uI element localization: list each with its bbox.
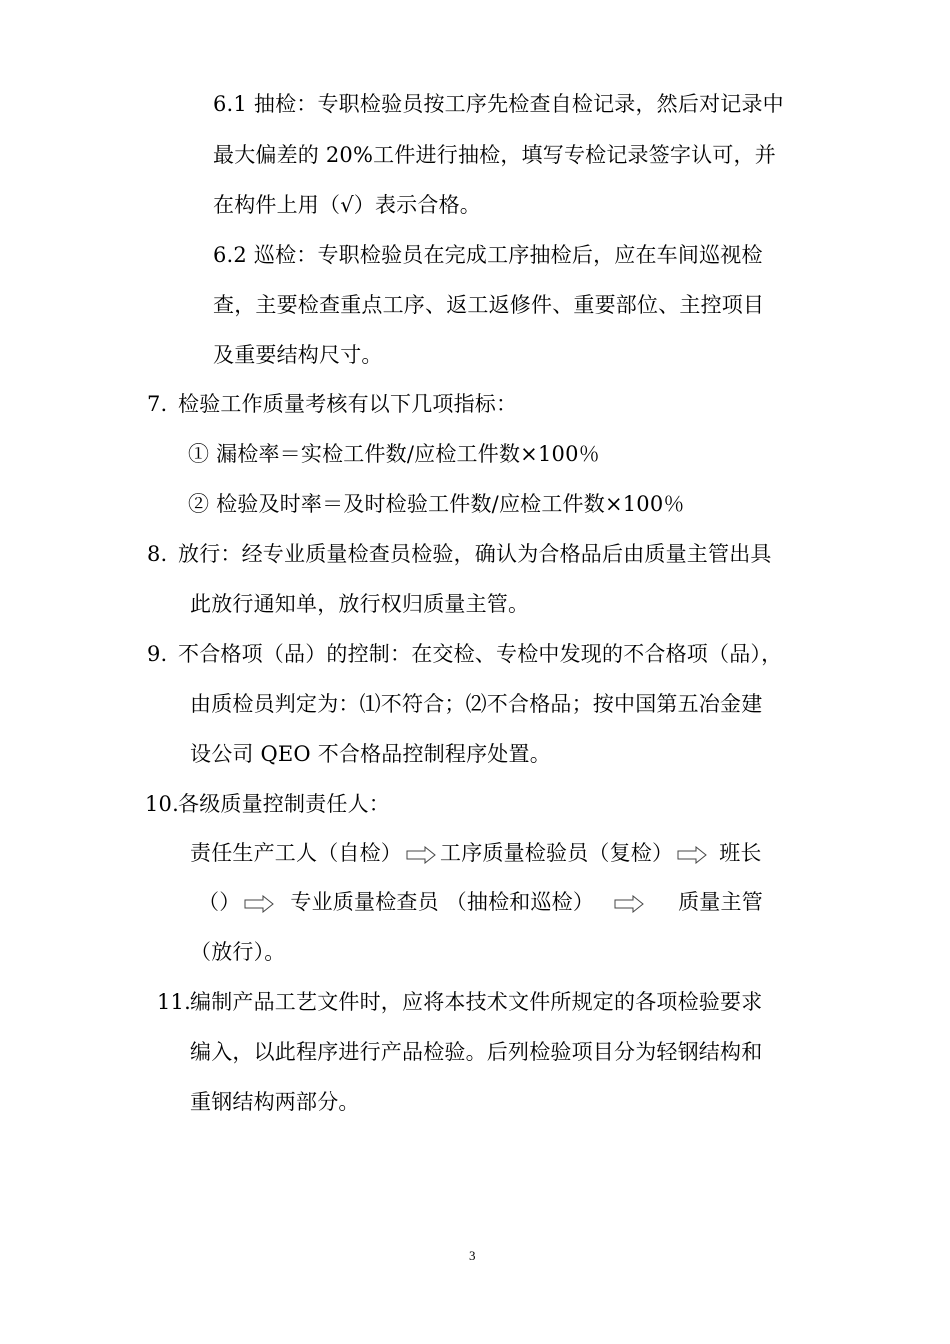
para-6-2-line-2: 查，主要检查重点工序、返工返修件、重要部位、主控项目 xyxy=(213,293,765,317)
chain-step-quality-manager: 质量主管 xyxy=(678,890,763,914)
item-9-line-1: 不合格项（品）的控制：在交检、专检中发现的不合格项（品）， xyxy=(178,642,783,666)
item-8-line-1: 放行：经专业质量检查员检验，确认为合格品后由质量主管出具 xyxy=(178,542,772,566)
responsibility-chain-row-1 xyxy=(190,839,762,867)
item-11-number: 11. xyxy=(157,990,191,1014)
right-arrow-icon xyxy=(244,895,274,913)
right-arrow-icon xyxy=(614,895,644,913)
chain-step-process-inspector: 工序质量检验员（复检） xyxy=(440,841,674,865)
chain-step-release: （放行）。 xyxy=(190,940,286,964)
item-11-line-1: 编制产品工艺文件时，应将本技术文件所规定的各项检验要求 xyxy=(190,990,763,1014)
item-9-number: 9. xyxy=(147,642,168,666)
page-number: 3 xyxy=(469,1248,476,1263)
item-7-indicator-1: ① 漏检率＝实检工件数/应检工件数×100％ xyxy=(188,442,600,466)
item-7-number: 7. xyxy=(147,392,168,416)
right-arrow-icon xyxy=(406,846,436,864)
chain-step-quality-inspector: 专业质量检查员 （抽检和巡检） xyxy=(290,890,595,914)
item-10-title: 各级质量控制责任人： xyxy=(178,792,390,816)
item-7-title: 检验工作质量考核有以下几项指标： xyxy=(178,392,518,416)
chain-step-worker: 责任生产工人（自检） xyxy=(190,841,402,865)
item-11-line-3: 重钢结构两部分。 xyxy=(190,1090,360,1114)
para-6-2-line-1: 6.2 巡检：专职检验员在完成工序抽检后，应在车间巡视检 xyxy=(213,243,763,267)
item-10-number: 10. xyxy=(145,792,179,816)
para-6-1-line-1: 6.1 抽检：专职检验员按工序先检查自检记录，然后对记录中 xyxy=(213,92,784,116)
item-8-number: 8. xyxy=(147,542,168,566)
item-8-line-2: 此放行通知单，放行权归质量主管。 xyxy=(190,592,530,616)
para-6-2-line-3: 及重要结构尺寸。 xyxy=(213,343,383,367)
item-7-indicator-2: ② 检验及时率＝及时检验工件数/应检工件数×100％ xyxy=(188,492,685,516)
item-9-line-3: 设公司 QEO 不合格品控制程序处置。 xyxy=(190,742,551,766)
para-6-1-line-2: 最大偏差的 20%工件进行抽检，填写专检记录签字认可，并 xyxy=(213,143,776,167)
chain-step-team-leader: 班长 xyxy=(719,841,762,865)
chain-step-empty-parens: （） xyxy=(198,890,241,914)
item-9-line-2: 由质检员判定为：⑴不符合；⑵不合格品；按中国第五冶金建 xyxy=(190,692,763,716)
item-11-line-2: 编入，以此程序进行产品检验。后列检验项目分为轻钢结构和 xyxy=(190,1040,763,1064)
right-arrow-icon xyxy=(677,846,707,864)
responsibility-chain-row-2 xyxy=(198,888,763,916)
para-6-1-line-3: 在构件上用（√）表示合格。 xyxy=(213,193,481,217)
